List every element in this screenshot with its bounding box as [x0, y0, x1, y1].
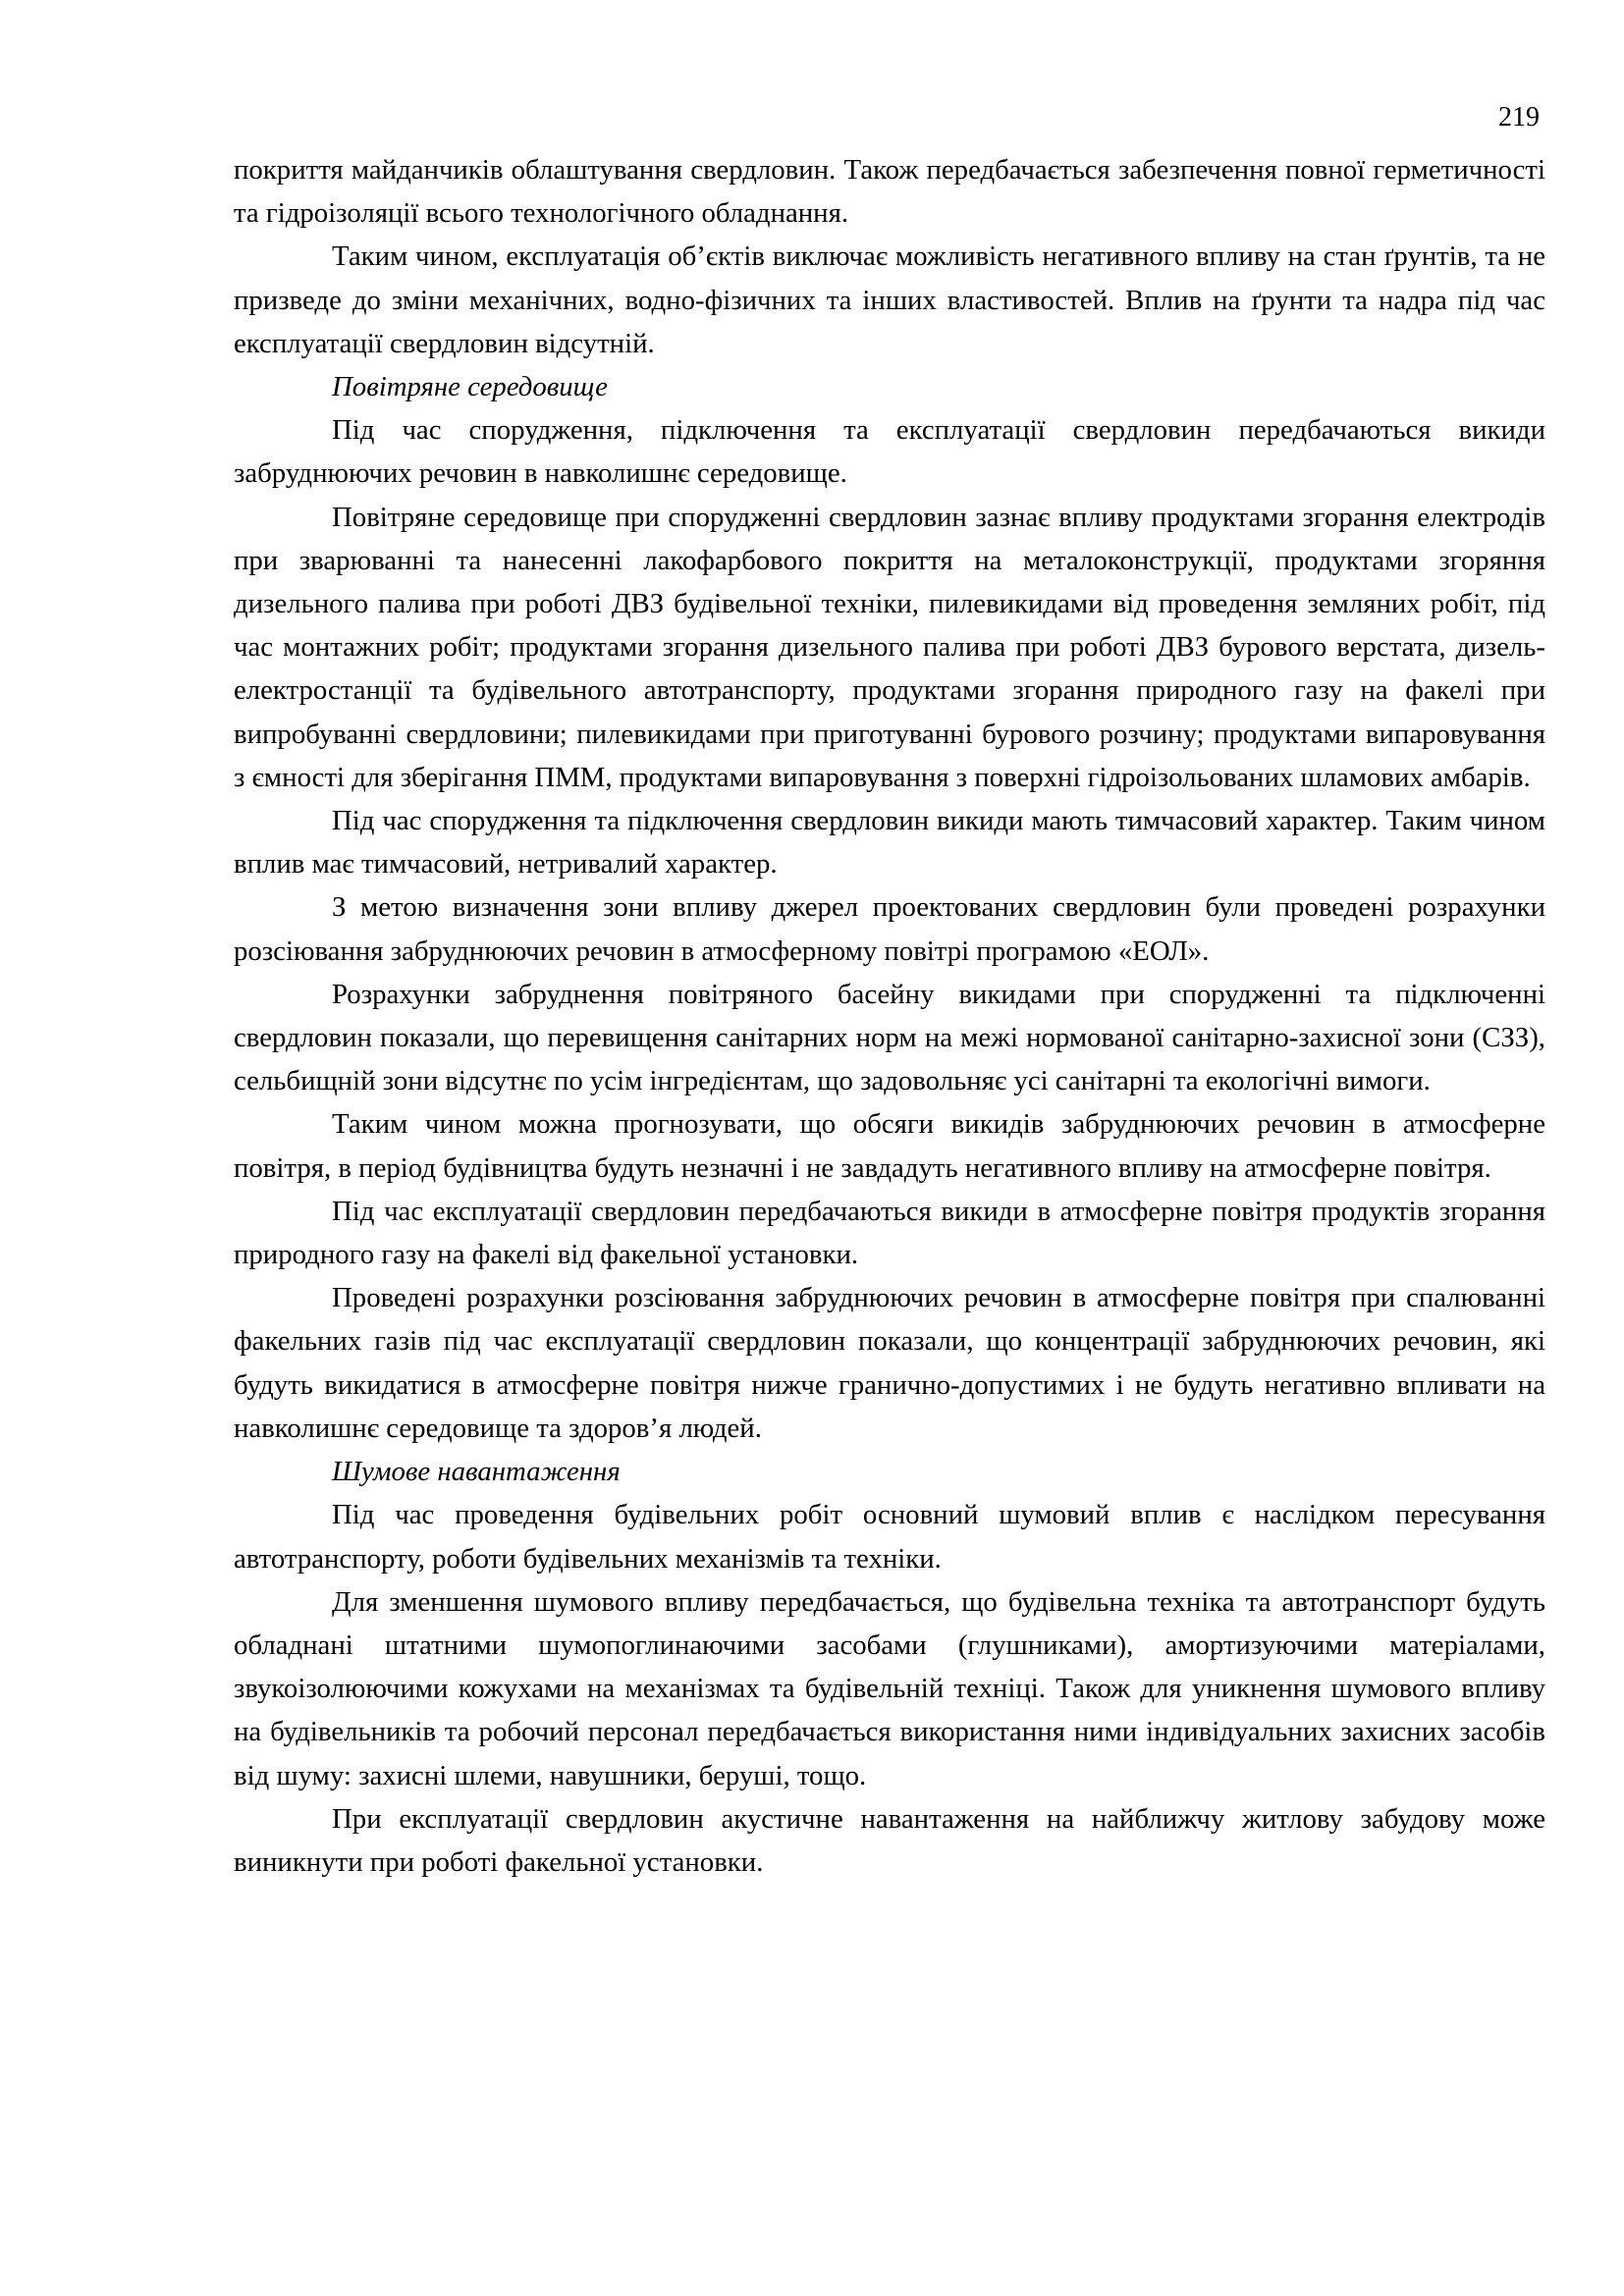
paragraph: З метою визначення зони впливу джерел проектованих свердловин були проведені розрахунки розсіювання забруднюючих речовин в атмосферному повітрі програмою «ЕОЛ». — [234, 891, 1545, 967]
paragraph: Під час спорудження, підключення та експлуатації свердловин передбачаються викиди забруднюючих речовин в навколишнє середовище. — [234, 414, 1545, 490]
paragraph-continuation: покриття майданчиків облаштування свердловин. Також передбачається забезпечення повної герметичності та гідроізоляції всього технологічного обладнання. — [234, 154, 1545, 230]
paragraph: Проведені розрахунки розсіювання забруднюючих речовин в атмосферне повітря при спалюванні факельних газів під час експлуатації свердловин показали, що концентрації забруднюючих речовин, які будуть викидатися в атмосферне повітря нижче гранично-допустимих і не будуть негативно впливати на навколишнє середовище та здоров’я людей. — [234, 1282, 1545, 1444]
paragraph: Під час спорудження та підключення свердловин викиди мають тимчасовий характер. Таким чином вплив має тимчасовий, нетривалий характер. — [234, 805, 1545, 881]
paragraph: Таким чином можна прогнозувати, що обсяги викидів забруднюючих речовин в атмосферне повітря, в період будівництва будуть незначні і не завдадуть негативного впливу на атмосферне повітря. — [234, 1108, 1545, 1184]
section-heading-air: Повітряне середовище — [332, 371, 608, 403]
paragraph: Для зменшення шумового впливу передбачається, що будівельна техніка та автотранспорт будуть обладнані штатними шумопоглинаючими засобами (глушниками), амортизуючими матеріалами, звукоізолюючими кожухами на механізмах та будівельній техніці. Також для уникнення шумового впливу на будівельників та робочий персонал передбачається використання ними індивідуальних захисних засобів від шуму: захисні шлеми, навушники, беруші, тощо. — [234, 1585, 1545, 1791]
section-heading-noise: Шумове навантаження — [332, 1456, 621, 1488]
paragraph: Таким чином, експлуатація об’єктів виключає можливість негативного впливу на стан ґрунтів, та не призведе до зміни механічних, водно-фізичних та інших властивостей. Вплив на ґрунти та надра під час експлуатації свердловин відсутній. — [234, 240, 1545, 359]
paragraph: Під час проведення будівельних робіт основний шумовий вплив є наслідком пересування автотранспорту, роботи будівельних механізмів та техніки. — [234, 1499, 1545, 1575]
paragraph: При експлуатації свердловин акустичне навантаження на найближчу житлову забудову може виникнути при роботі факельної установки. — [234, 1802, 1545, 1878]
paragraph: Повітряне середовище при спорудженні свердловин зазнає впливу продуктами згорання електродів при зварюванні та нанесенні лакофарбового покриття на металоконструкції, продуктами згоряння дизельного палива при роботі ДВЗ будівельної техніки, пилевикидами від проведення земляних робіт, під час монтажних робіт; продуктами згорання дизельного палива при роботі ДВЗ бурового верстата, дизель-електростанції та будівельного автотранспорту, продуктами згорання природного газу на факелі при випробуванні свердловини; пилевикидами при приготуванні бурового розчину; продуктами випаровування з ємності для зберігання ПММ, продуктами випаровування з поверхні гідроізольованих шламових амбарів. — [234, 501, 1545, 793]
document-body — [234, 148, 1545, 1884]
page-number: 219 — [1498, 102, 1540, 133]
paragraph: Під час експлуатації свердловин передбачаються викиди в атмосферне повітря продуктів згорання природного газу на факелі від факельної установки. — [234, 1195, 1545, 1271]
paragraph: Розрахунки забруднення повітряного басейну викидами при спорудженні та підключенні свердловин показали, що перевищення санітарних норм на межі нормованої санітарно-захисної зони (СЗЗ), сельбищній зони відсутнє по усім інгредієнтам, що задовольняє усі санітарні та екологічні вимоги. — [234, 978, 1545, 1097]
